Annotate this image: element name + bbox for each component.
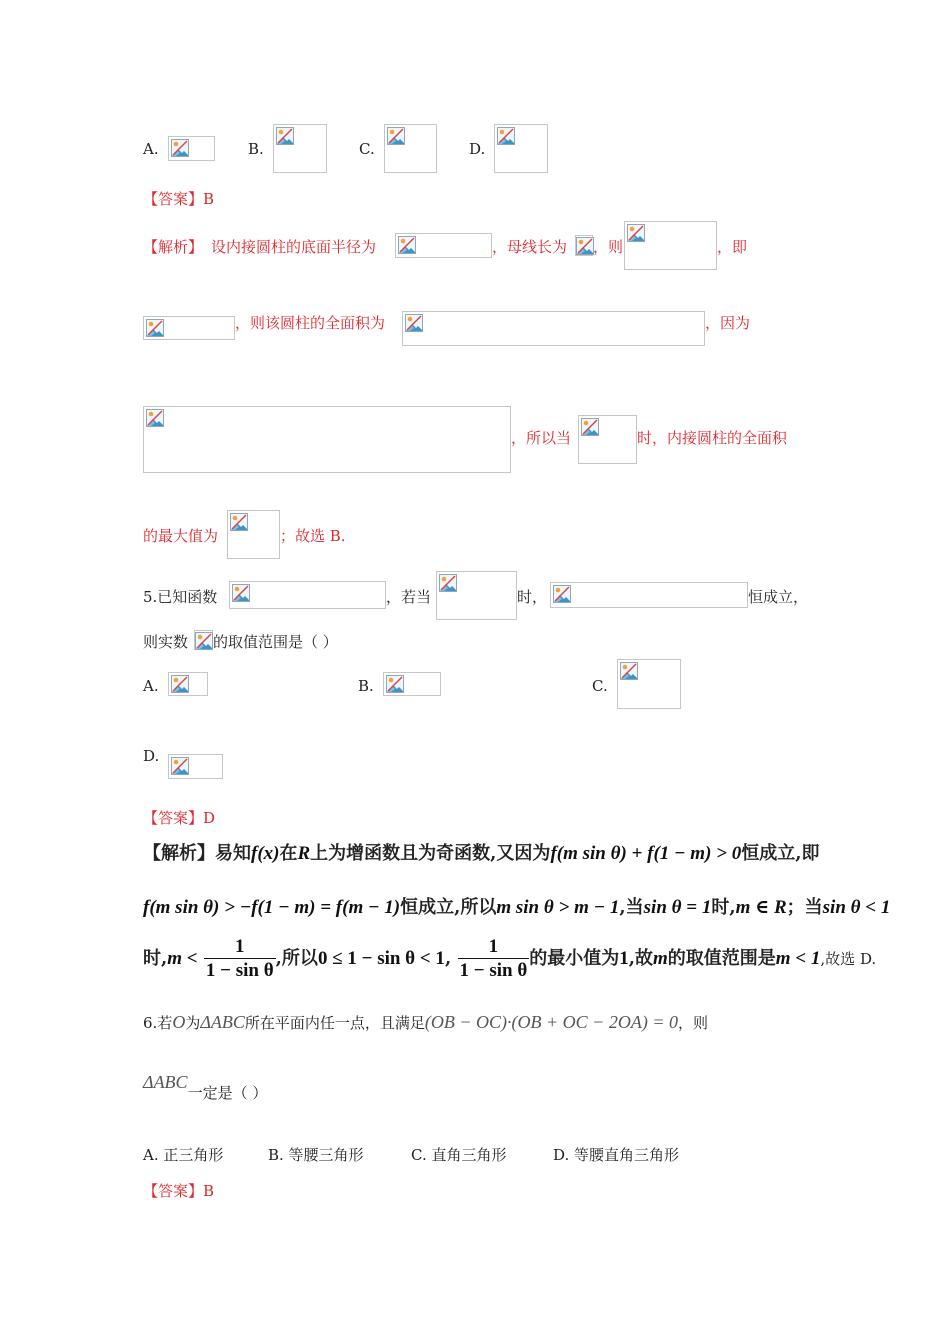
- broken-image-icon: [195, 632, 213, 650]
- broken-image-icon: [276, 127, 294, 145]
- q5-answer: 【答案】D: [143, 809, 216, 827]
- q4-option-c-label: C.: [359, 140, 375, 158]
- q4-analysis-tag: 【解析】: [143, 238, 204, 256]
- broken-image-icon: [230, 513, 248, 531]
- q6-option-c: C. 直角三角形: [411, 1146, 507, 1164]
- q5-stem-3: 时，: [517, 588, 548, 606]
- vector-expression: (OB − OC)·(OB + OC − 2OA) = 0: [424, 1012, 678, 1032]
- formula-image: [402, 311, 705, 346]
- formula-image: [575, 235, 593, 256]
- q5-stem-1: 5.已知函数: [143, 588, 218, 606]
- q6-option-a: A. 正三角形: [143, 1146, 224, 1164]
- q5-option-a-label: A.: [143, 677, 159, 695]
- q5-analysis-line-2: f(m sin θ) > −f(1 − m) = f(m − 1)恒成立,所以m sin θ > m − 1,当sin θ = 1时,m ∈ R；当sin θ < 1: [143, 897, 891, 918]
- q5-option-a-image: [168, 672, 208, 696]
- broken-image-icon: [398, 236, 416, 254]
- formula-image: [229, 581, 386, 609]
- q4-analysis-text-2: ，母线长为: [492, 238, 568, 256]
- broken-image-icon: [497, 127, 515, 145]
- broken-image-icon: [620, 662, 638, 680]
- formula-image: [227, 510, 280, 559]
- broken-image-icon: [576, 237, 594, 255]
- q4-analysis-text-10: ；故选 B.: [280, 527, 346, 545]
- formula-image: [578, 415, 637, 464]
- q5-stem-5: 则实数: [143, 633, 189, 651]
- q4-option-a-label: A.: [143, 140, 159, 158]
- broken-image-icon: [171, 757, 189, 775]
- broken-image-icon: [386, 675, 404, 693]
- q4-option-d-label: D.: [469, 140, 486, 158]
- q5-stem-4: 恒成立，: [748, 588, 809, 606]
- q4-analysis-text-6: ，因为: [705, 314, 751, 332]
- broken-image-icon: [553, 585, 571, 603]
- broken-image-icon: [627, 224, 645, 242]
- broken-image-icon: [581, 418, 599, 436]
- broken-image-icon: [439, 574, 457, 592]
- q6-stem-line-2: ΔABC一定是（ ）: [143, 1072, 268, 1102]
- formula-image: [143, 406, 511, 473]
- q6-option-d: D. 等腰直角三角形: [553, 1146, 680, 1164]
- broken-image-icon: [146, 319, 164, 337]
- broken-image-icon: [171, 675, 189, 693]
- q4-analysis-text-9: 的最大值为: [143, 527, 219, 545]
- q5-stem-2: ，若当: [386, 588, 432, 606]
- broken-image-icon: [387, 127, 405, 145]
- q4-analysis-text-7: ，所以当: [511, 429, 572, 447]
- q5-option-c-label: C.: [592, 677, 608, 695]
- q5-analysis-line-1: 【解析】易知f(x)在R上为增函数且为奇函数,又因为f(m sin θ) + f(1 − m) > 0恒成立,即: [143, 843, 820, 864]
- q5-stem-6: 的取值范围是（ ）: [213, 633, 338, 651]
- formula-image: [436, 571, 517, 620]
- formula-image: [624, 221, 717, 270]
- formula-image: [395, 233, 492, 258]
- q4-option-a-image: [168, 136, 215, 161]
- q4-option-b-label: B.: [248, 140, 264, 158]
- q5-option-b-label: B.: [358, 677, 374, 695]
- broken-image-icon: [405, 314, 423, 332]
- q4-option-d-image: [494, 124, 548, 173]
- q4-analysis-text-1: 设内接圆柱的底面半径为: [211, 238, 377, 256]
- formula-image: [550, 582, 748, 608]
- fraction: $\frac{1}{\text{1 − sin θ}}$: [205, 935, 274, 981]
- q4-option-c-image: [384, 124, 437, 173]
- fraction: $\frac{1}{\text{1 − sin θ}}$: [459, 935, 528, 981]
- q4-answer: 【答案】B: [143, 190, 215, 208]
- q5-option-c-image: [617, 659, 681, 709]
- broken-image-icon: [171, 139, 189, 157]
- q5-analysis-tag: 【解析】: [143, 843, 215, 864]
- q4-analysis-text-8: 时，内接圆柱的全面积: [637, 429, 788, 447]
- q5-option-d-label: D.: [143, 747, 160, 765]
- q6-option-b: B. 等腰三角形: [268, 1146, 364, 1164]
- formula-image: [143, 316, 235, 340]
- q4-analysis-text-4: ，即: [717, 238, 748, 256]
- broken-image-icon: [146, 409, 164, 427]
- q5-analysis-line-3: 时,m < $\frac{1}{\text{1 − sin θ}}$ ,所以0 ≤ 1 − sin θ < 1, $\frac{1}{\text{1 − sin θ}}$ 的最小值为1,故m的取值范围是m < 1,故选 D.: [143, 935, 877, 981]
- q4-analysis-text-3: ，则: [593, 238, 624, 256]
- q6-answer: 【答案】B: [143, 1182, 215, 1200]
- formula-image: [194, 630, 213, 650]
- q6-stem-line-1: 6.若O为ΔABC所在平面内任一点，且满足(OB − OC)·(OB + OC − 2OA) = 0，则: [143, 1012, 708, 1032]
- q4-analysis-text-5: ，则该圆柱的全面积为: [235, 314, 386, 332]
- q4-option-b-image: [273, 124, 327, 173]
- q5-option-b-image: [383, 672, 441, 696]
- broken-image-icon: [232, 584, 250, 602]
- q5-option-d-image: [168, 754, 223, 779]
